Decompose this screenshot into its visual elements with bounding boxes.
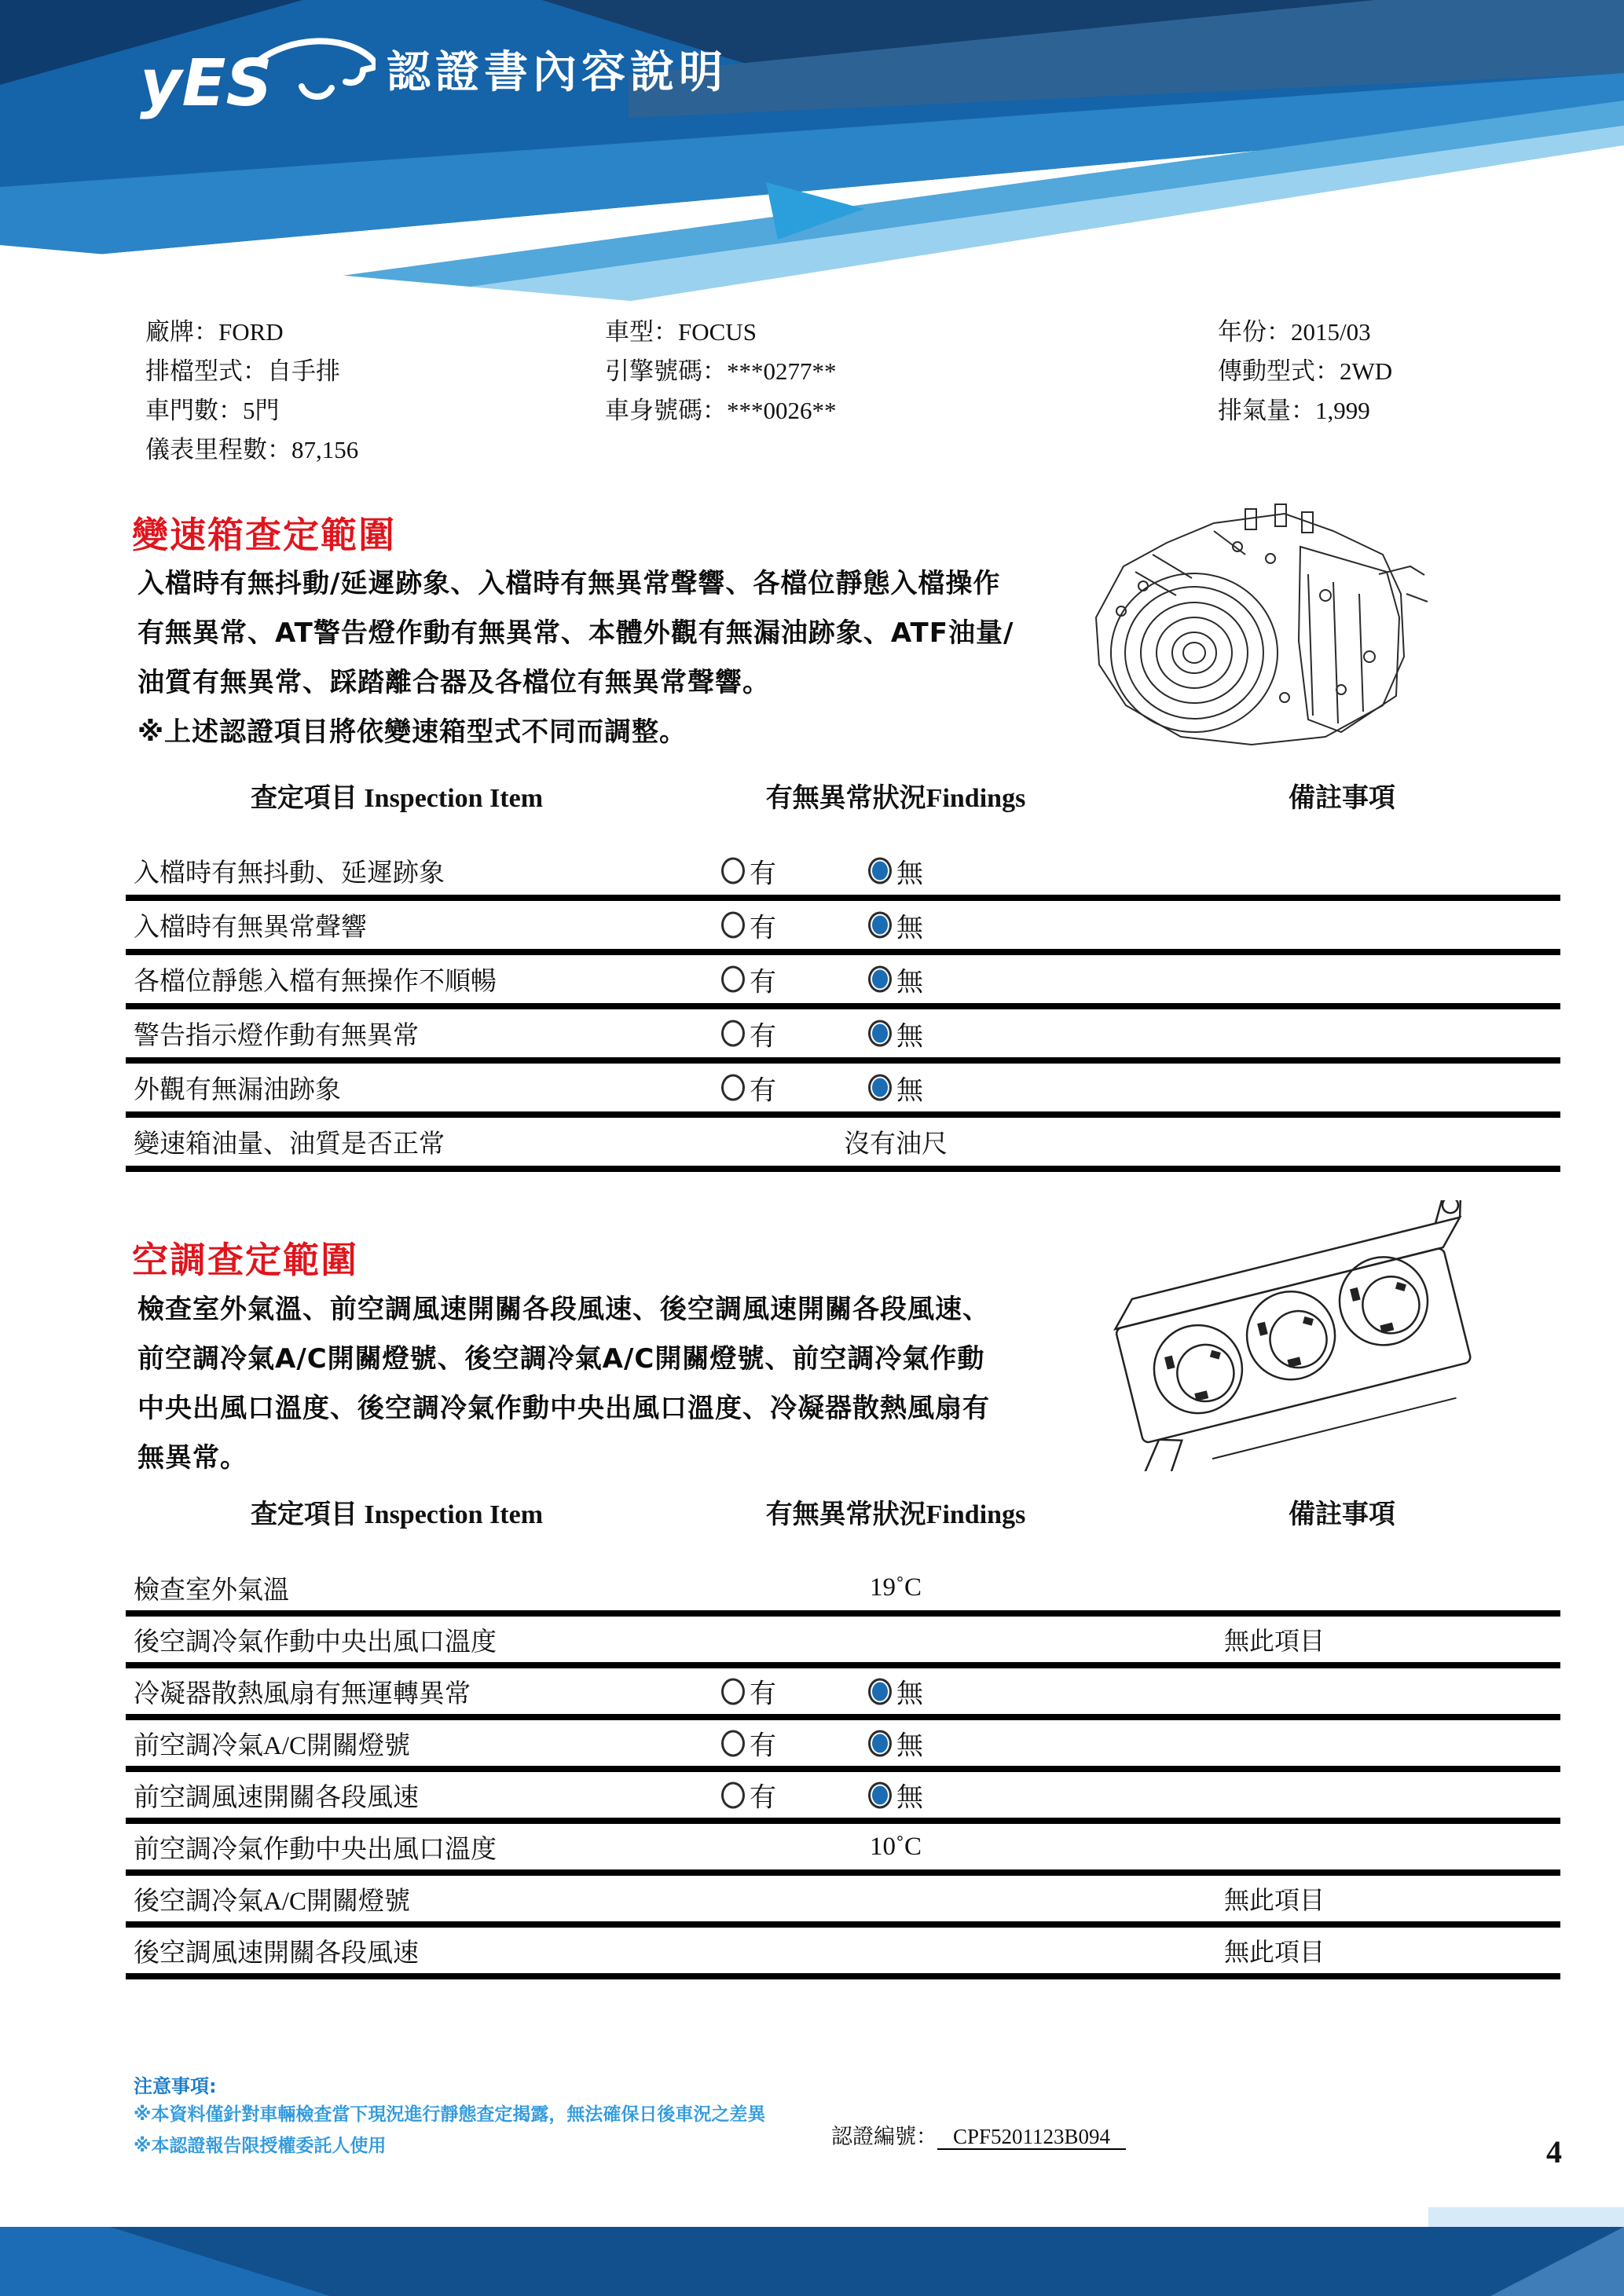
radio-no[interactable] xyxy=(868,851,923,890)
table-row xyxy=(126,955,1560,1009)
footer-band xyxy=(0,2227,1624,2296)
table-row xyxy=(126,1772,1560,1824)
findings-cell xyxy=(668,1565,1124,1610)
radio-yes-label: 有 xyxy=(750,1731,776,1761)
remark-cell xyxy=(1124,955,1560,1003)
radio-no-label: 無 xyxy=(896,914,923,943)
yes-car-logo-icon xyxy=(140,33,376,123)
findings-cell xyxy=(668,1617,1124,1662)
inspection-item-cell xyxy=(126,1824,668,1869)
inspection-item-label: 冷凝器散熱風扇有無運轉異常 xyxy=(134,1679,471,1708)
radio-no[interactable] xyxy=(868,1068,923,1107)
radio-no[interactable] xyxy=(868,1672,923,1711)
radio-yes[interactable] xyxy=(721,906,776,944)
radio-yes-circle-icon[interactable] xyxy=(721,1678,745,1705)
radio-yes-label: 有 xyxy=(750,968,776,997)
description-line: ※上述認證項目將依變速箱型式不同而調整。 xyxy=(137,716,687,748)
radio-no[interactable] xyxy=(868,1014,923,1053)
description-line: 檢查室外氣溫、前空調風速開關各段風速、後空調風速開關各段風速、 xyxy=(137,1294,990,1325)
radio-no-label: 無 xyxy=(896,1731,923,1761)
inspection-item-cell xyxy=(126,955,668,1003)
remark-cell xyxy=(1124,1064,1560,1111)
radio-yes-circle-icon[interactable] xyxy=(721,1075,745,1101)
table-row xyxy=(126,901,1560,955)
findings-cell xyxy=(668,1668,1124,1714)
remark-value: 無此項目 xyxy=(1224,1938,1325,1966)
inspection-item-cell xyxy=(126,1928,668,1973)
vehicle-info-line: 廠牌：FORD xyxy=(145,318,284,346)
inspection-item-label: 後空調冷氣作動中央出風口溫度 xyxy=(134,1628,497,1657)
vehicle-info-line: 車身號碼：***0026** xyxy=(605,397,837,424)
radio-yes-label: 有 xyxy=(750,1022,776,1051)
vehicle-info-line: 年份：2015/03 xyxy=(1218,318,1371,346)
vehicle-info-line: 車門數：5門 xyxy=(145,397,280,424)
table-row xyxy=(126,1118,1560,1172)
radio-yes[interactable] xyxy=(721,1672,776,1711)
remark-cell xyxy=(1124,901,1560,949)
table-column-header: 查定項目 Inspection Item xyxy=(250,1500,544,1529)
table-row xyxy=(126,847,1560,901)
table-column-header: 有無異常狀況Findings xyxy=(765,784,1026,813)
radio-yes-label: 有 xyxy=(750,859,776,888)
remark-cell xyxy=(1124,1565,1560,1610)
radio-no-circle-icon[interactable] xyxy=(868,1020,892,1047)
radio-no[interactable] xyxy=(868,1724,923,1763)
radio-no-label: 無 xyxy=(896,968,923,997)
footer-band-light-sliver xyxy=(1428,2207,1624,2227)
vehicle-info-line: 排氣量：1,999 xyxy=(1218,397,1370,424)
table-row xyxy=(126,1928,1560,1979)
section-title-transmission: 變速箱查定範圍 xyxy=(132,514,396,556)
radio-no[interactable] xyxy=(868,1776,923,1814)
description-line: 油質有無異常、踩踏離合器及各檔位有無異常聲響。 xyxy=(137,667,770,698)
finding-value: 10˚C xyxy=(870,1832,922,1861)
findings-cell xyxy=(668,1876,1124,1921)
radio-yes[interactable] xyxy=(721,1724,776,1763)
svg-text:yES: yES xyxy=(140,46,273,121)
description-line: 中央出風口溫度、後空調冷氣作動中央出風口溫度、冷凝器散熱風扇有 xyxy=(137,1393,990,1424)
inspection-item-label: 後空調冷氣A/C開關燈號 xyxy=(134,1887,411,1916)
table-header-row xyxy=(126,1492,1560,1565)
radio-no-label: 無 xyxy=(896,1022,923,1051)
findings-cell xyxy=(668,955,1124,1003)
radio-yes-label: 有 xyxy=(750,1783,776,1813)
inspection-item-cell xyxy=(126,1064,668,1111)
remark-cell xyxy=(1124,1009,1560,1057)
page-title: 認證書內容說明 xyxy=(387,47,728,98)
inspection-item-label: 後空調風速開關各段風速 xyxy=(134,1939,419,1968)
table-header-row xyxy=(126,776,1560,847)
remark-value: 無此項目 xyxy=(1224,1886,1325,1914)
vehicle-info-column-3 xyxy=(1218,313,1392,430)
section-title-ac: 空調查定範圍 xyxy=(132,1239,358,1281)
inspection-item-cell xyxy=(126,1009,668,1057)
findings-cell xyxy=(668,1009,1124,1057)
radio-yes[interactable] xyxy=(721,1068,776,1107)
transmission-inspection-table xyxy=(126,776,1560,1172)
footer-band-dark-shape xyxy=(0,2227,1624,2296)
inspection-item-cell xyxy=(126,1118,668,1166)
radio-no-circle-icon[interactable] xyxy=(868,1730,892,1756)
table-row xyxy=(126,1009,1560,1064)
note-line: ※本認證報告限授權委託人使用 xyxy=(134,2136,387,2156)
radio-no-circle-icon[interactable] xyxy=(868,966,892,993)
table-row xyxy=(126,1720,1560,1772)
findings-cell xyxy=(668,1772,1124,1818)
radio-yes-circle-icon[interactable] xyxy=(721,966,745,993)
findings-cell xyxy=(668,1064,1124,1111)
remark-cell xyxy=(1124,847,1560,895)
table-row xyxy=(126,1876,1560,1928)
radio-no-circle-icon[interactable] xyxy=(868,858,892,884)
radio-no-label: 無 xyxy=(896,1679,923,1709)
radio-no-label: 無 xyxy=(896,859,923,888)
description-line: 有無異常、AT警告燈作動有無異常、本體外觀有無漏油跡象、ATF油量/ xyxy=(137,617,1014,649)
notes-lines xyxy=(134,2099,765,2162)
table-column-header: 查定項目 Inspection Item xyxy=(250,784,544,813)
remark-cell xyxy=(1124,1720,1560,1766)
vehicle-info-line: 引擎號碼：***0277** xyxy=(605,357,837,385)
table-column-header: 備註事項 xyxy=(1289,1500,1395,1529)
notes-title: 注意事項: xyxy=(134,2075,217,2097)
radio-yes-circle-icon[interactable] xyxy=(721,1020,745,1047)
findings-cell xyxy=(668,1720,1124,1766)
inspection-item-cell xyxy=(126,1565,668,1610)
radio-no-label: 無 xyxy=(896,1783,923,1813)
inspection-item-cell xyxy=(126,901,668,949)
inspection-item-cell xyxy=(126,847,668,895)
radio-no-circle-icon[interactable] xyxy=(868,1075,892,1101)
remark-cell xyxy=(1124,1617,1560,1662)
inspection-item-label: 入檔時有無抖動、延遲跡象 xyxy=(134,859,445,888)
table-column-header: 有無異常狀況Findings xyxy=(765,1500,1026,1529)
radio-yes-circle-icon[interactable] xyxy=(721,1730,745,1756)
remark-cell xyxy=(1124,1772,1560,1818)
inspection-item-cell xyxy=(126,1668,668,1714)
header-banner xyxy=(0,0,1624,306)
radio-no-circle-icon[interactable] xyxy=(868,1678,892,1705)
findings-cell xyxy=(668,901,1124,949)
table-row xyxy=(126,1565,1560,1617)
radio-no-circle-icon[interactable] xyxy=(868,912,892,939)
ac-inspection-table xyxy=(126,1492,1560,1979)
inspection-item-label: 檢查室外氣溫 xyxy=(134,1576,289,1605)
radio-yes-label: 有 xyxy=(750,1679,776,1709)
finding-value: 19˚C xyxy=(870,1573,922,1602)
certificate-number-label: 認證編號： xyxy=(831,2125,937,2148)
radio-yes[interactable] xyxy=(721,1014,776,1053)
radio-yes-circle-icon[interactable] xyxy=(721,912,745,939)
inspection-item-cell xyxy=(126,1772,668,1818)
inspection-item-label: 變速箱油量、油質是否正常 xyxy=(134,1130,445,1159)
inspection-item-label: 各檔位靜態入檔有無操作不順暢 xyxy=(134,968,497,996)
page-number: 4 xyxy=(1546,2134,1562,2170)
inspection-item-label: 前空調冷氣作動中央出風口溫度 xyxy=(134,1835,497,1864)
inspection-item-label: 前空調冷氣A/C開關燈號 xyxy=(134,1731,411,1760)
section-description-ac xyxy=(137,1285,1143,1483)
radio-no-circle-icon[interactable] xyxy=(868,1782,892,1808)
inspection-item-cell xyxy=(126,1617,668,1662)
remark-cell xyxy=(1124,1876,1560,1921)
vehicle-info-line: 儀表里程數：87,156 xyxy=(145,436,359,463)
inspection-item-cell xyxy=(126,1876,668,1921)
certificate-number-value: CPF5201123B094 xyxy=(937,2125,1126,2150)
radio-yes-circle-icon[interactable] xyxy=(721,1782,745,1808)
findings-cell xyxy=(668,1118,1124,1166)
table-row xyxy=(126,1064,1560,1118)
vehicle-info-column-2 xyxy=(605,313,837,430)
findings-cell xyxy=(668,1928,1124,1973)
description-line: 無異常。 xyxy=(137,1442,247,1474)
inspection-item-label: 警告指示燈作動有無異常 xyxy=(134,1022,419,1050)
description-line: 入檔時有無抖動/延遲跡象、入檔時有無異常聲響、各檔位靜態入檔操作 xyxy=(137,568,1001,599)
radio-yes[interactable] xyxy=(721,960,776,998)
radio-no[interactable] xyxy=(868,906,923,944)
table-column-header: 備註事項 xyxy=(1289,784,1395,813)
table-row xyxy=(126,1824,1560,1876)
vehicle-info-line: 傳動型式：2WD xyxy=(1218,357,1393,385)
radio-yes-circle-icon[interactable] xyxy=(721,858,745,884)
certificate-number xyxy=(831,2119,1126,2150)
inspection-item-label: 前空調風速開關各段風速 xyxy=(134,1783,419,1812)
inspection-item-label: 入檔時有無異常聲響 xyxy=(134,914,367,942)
inspection-item-label: 外觀有無漏油跡象 xyxy=(134,1076,341,1104)
finding-value: 沒有油尺 xyxy=(844,1130,948,1159)
table-row xyxy=(126,1668,1560,1720)
vehicle-info-line: 排檔型式：自手排 xyxy=(145,357,340,385)
findings-cell xyxy=(668,847,1124,895)
radio-yes[interactable] xyxy=(721,851,776,890)
findings-cell xyxy=(668,1824,1124,1869)
ac-control-panel-illustration xyxy=(1092,1200,1493,1471)
radio-yes-label: 有 xyxy=(750,914,776,943)
remark-value: 無此項目 xyxy=(1224,1627,1325,1655)
radio-no-label: 無 xyxy=(896,1076,923,1105)
vehicle-info-line: 車型：FOCUS xyxy=(605,318,757,346)
radio-yes-label: 有 xyxy=(750,1076,776,1105)
section-description-transmission xyxy=(137,559,1127,757)
description-line: 前空調冷氣A/C開關燈號、後空調冷氣A/C開關燈號、前空調冷氣作動 xyxy=(137,1343,985,1375)
remark-cell xyxy=(1124,1668,1560,1714)
note-line: ※本資料僅針對車輛檢查當下現況進行靜態查定揭露，無法確保日後車況之差異 xyxy=(134,2104,766,2125)
radio-no[interactable] xyxy=(868,960,923,998)
remark-cell xyxy=(1124,1928,1560,1973)
table-row xyxy=(126,1617,1560,1668)
remark-cell xyxy=(1124,1824,1560,1869)
vehicle-info-column-1 xyxy=(145,313,358,470)
transmission-illustration xyxy=(1049,500,1442,759)
radio-yes[interactable] xyxy=(721,1776,776,1814)
inspection-item-cell xyxy=(126,1720,668,1766)
remark-cell xyxy=(1124,1118,1560,1166)
